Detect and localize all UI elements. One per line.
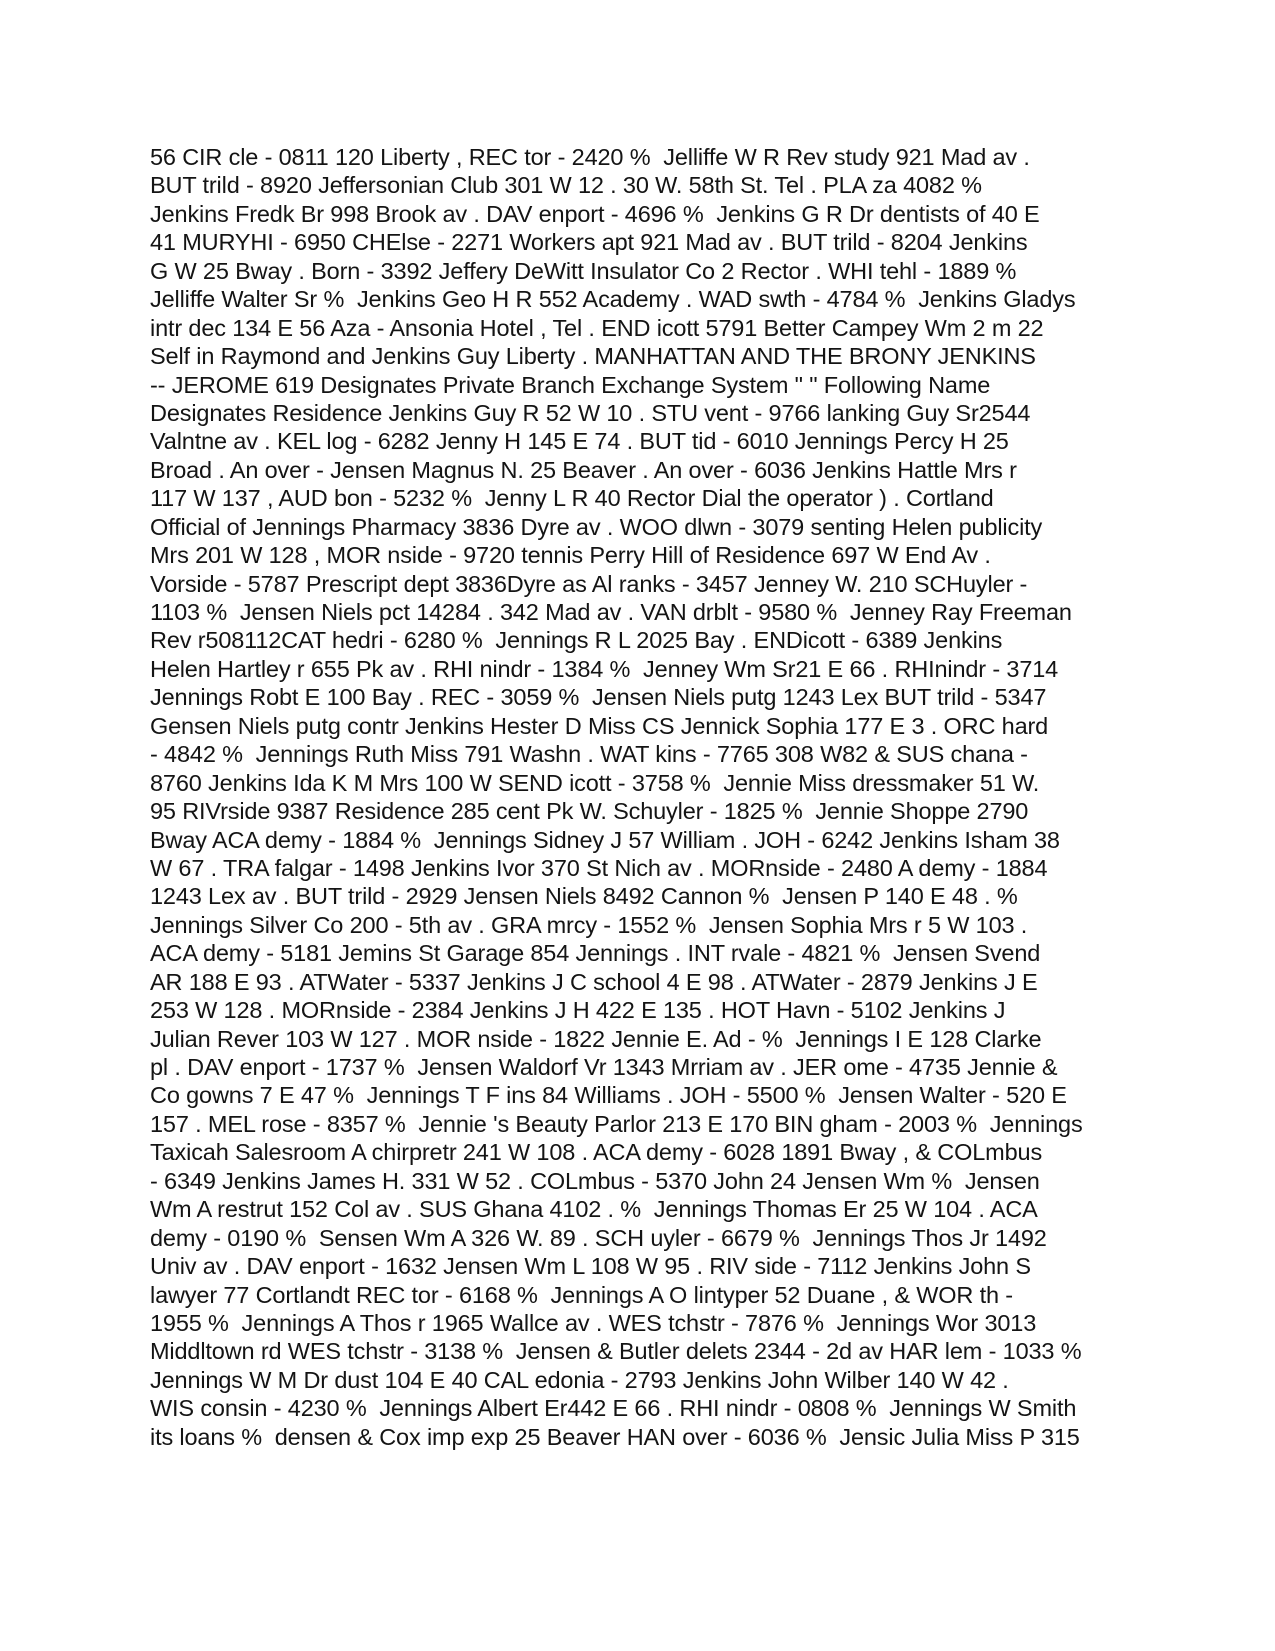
text-line: Mrs 201 W 128 , MOR nside - 9720 tennis Perry Hill of Residence 697 W End Av . [150,542,991,569]
text-line: 95 RIVrside 9387 Residence 285 cent Pk W. Schuyler - 1825 % Jennie Shoppe 2790 [150,798,1029,825]
text-line: 1955 % Jennings A Thos r 1965 Wallce av . WES tchstr - 7876 % Jennings Wor 3013 [150,1309,1037,1336]
text-line: 56 CIR cle - 0811 120 Liberty , REC tor - 2420 % Jelliffe W R Rev study 921 Mad av . [150,144,1030,170]
text-line: Univ av . DAV enport - 1632 Jensen Wm L 108 W 95 . RIV side - 7112 Jenkins John S [150,1253,1031,1280]
text-line: 117 W 137 , AUD bon - 5232 % Jenny L R 40 Rector Dial the operator ) . Cortland [150,485,994,512]
text-line: Jennings W M Dr dust 104 E 40 CAL edonia - 2793 Jenkins John Wilber 140 W 42 . [150,1366,1009,1393]
text-line: 157 . MEL rose - 8357 % Jennie 's Beauty Parlor 213 E 170 BIN gham - 2003 % Jennings [150,1110,1083,1137]
text-line: Broad . An over - Jensen Magnus N. 25 Beaver . An over - 6036 Jenkins Hattle Mrs r [150,456,1017,483]
text-line: intr dec 134 E 56 Aza - Ansonia Hotel , Tel . END icott 5791 Better Campey Wm 2 m 22 [150,314,1044,341]
text-line: its loans % densen & Cox imp exp 25 Beaver HAN over - 6036 % Jensic Julia Miss P 315 [150,1423,1080,1450]
text-line: 8760 Jenkins Ida K M Mrs 100 W SEND icott - 3758 % Jennie Miss dressmaker 51 W. [150,769,1040,796]
text-line: AR 188 E 93 . ATWater - 5337 Jenkins J C school 4 E 98 . ATWater - 2879 Jenkins J E [150,968,1038,995]
text-line: Rev r508112CAT hedri - 6280 % Jennings R L 2025 Bay . ENDicott - 6389 Jenkins [150,627,1003,654]
text-line: 41 MURYHI - 6950 CHElse - 2271 Workers apt 921 Mad av . BUT trild - 8204 Jenkins [150,229,1028,256]
text-line: Jelliffe Walter Sr % Jenkins Geo H R 552 Academy . WAD swth - 4784 % Jenkins Gladys [150,286,1076,313]
text-line: 1243 Lex av . BUT trild - 2929 Jensen Niels 8492 Cannon % Jensen P 140 E 48 . % [150,883,1018,910]
text-line: Bway ACA demy - 1884 % Jennings Sidney J 57 William . JOH - 6242 Jenkins Isham 38 [150,826,1060,853]
text-line: Designates Residence Jenkins Guy R 52 W 10 . STU vent - 9766 lanking Guy Sr2544 [150,399,1031,426]
text-line: -- JEROME 619 Designates Private Branch Exchange System " " Following Name [150,371,991,398]
directory-text-block [150,143,1160,1451]
text-line: Self in Raymond and Jenkins Guy Liberty . MANHATTAN AND THE BRONY JENKINS [150,343,1036,370]
text-line: Wm A restrut 152 Col av . SUS Ghana 4102 . % Jennings Thomas Er 25 W 104 . ACA [150,1196,1038,1223]
text-line: BUT trild - 8920 Jeffersonian Club 301 W 12 . 30 W. 58th St. Tel . PLA za 4082 % [150,172,982,199]
text-line: Jennings Silver Co 200 - 5th av . GRA mrcy - 1552 % Jensen Sophia Mrs r 5 W 103 . [150,911,1028,938]
text-line: ACA demy - 5181 Jemins St Garage 854 Jennings . INT rvale - 4821 % Jensen Svend [150,940,1041,967]
text-line: Valntne av . KEL log - 6282 Jenny H 145 E 74 . BUT tid - 6010 Jennings Percy H 25 [150,428,1009,455]
text-line: 253 W 128 . MORnside - 2384 Jenkins J H 422 E 135 . HOT Havn - 5102 Jenkins J [150,997,1006,1024]
text-line: 1103 % Jensen Niels pct 14284 . 342 Mad av . VAN drblt - 9580 % Jenney Ray Freeman [150,599,1072,625]
text-line: WIS consin - 4230 % Jennings Albert Er442 E 66 . RHI nindr - 0808 % Jennings W Smith [150,1395,1077,1422]
text-line: Helen Hartley r 655 Pk av . RHI nindr - 1384 % Jenney Wm Sr21 E 66 . RHInindr - 3714 [150,655,1059,682]
text-line: - 6349 Jenkins James H. 331 W 52 . COLmbus - 5370 John 24 Jensen Wm % Jensen [150,1167,1040,1194]
text-line: Jenkins Fredk Br 998 Brook av . DAV enport - 4696 % Jenkins G R Dr dentists of 40 E [150,200,1040,227]
text-line: Julian Rever 103 W 127 . MOR nside - 1822 Jennie E. Ad - % Jennings I E 128 Clarke [150,1025,1042,1052]
text-line: pl . DAV enport - 1737 % Jensen Waldorf Vr 1343 Mrriam av . JER ome - 4735 Jennie & [150,1054,1058,1080]
text-line: - 4842 % Jennings Ruth Miss 791 Washn . WAT kins - 7765 308 W82 & SUS chana - [150,741,1028,768]
text-line: G W 25 Bway . Born - 3392 Jeffery DeWitt Insulator Co 2 Rector . WHI tehl - 1889 % [150,257,1017,284]
text-line: Vorside - 5787 Prescript dept 3836Dyre as Al ranks - 3457 Jenney W. 210 SCHuyler - [150,570,1028,597]
text-line: Taxicah Salesroom A chirpretr 241 W 108 . ACA demy - 6028 1891 Bway , & COLmbus [150,1139,1043,1166]
text-line: Gensen Niels putg contr Jenkins Hester D Miss CS Jennick Sophia 177 E 3 . ORC hard [150,712,1049,739]
text-line: lawyer 77 Cortlandt REC tor - 6168 % Jennings A O lintyper 52 Duane , & WOR th - [150,1281,1013,1308]
text-line: Jennings Robt E 100 Bay . REC - 3059 % Jensen Niels putg 1243 Lex BUT trild - 5347 [150,684,1047,711]
text-line: W 67 . TRA falgar - 1498 Jenkins Ivor 370 St Nich av . MORnside - 2480 A demy - 1884 [150,854,1048,881]
text-line: Middltown rd WES tchstr - 3138 % Jensen & Butler delets 2344 - 2d av HAR lem - 1033 % [150,1338,1082,1365]
text-line: demy - 0190 % Sensen Wm A 326 W. 89 . SCH uyler - 6679 % Jennings Thos Jr 1492 [150,1224,1047,1251]
text-line: Co gowns 7 E 47 % Jennings T F ins 84 Williams . JOH - 5500 % Jensen Walter - 520 E [150,1082,1067,1109]
text-line: Official of Jennings Pharmacy 3836 Dyre av . WOO dlwn - 3079 senting Helen publicity [150,513,1043,540]
